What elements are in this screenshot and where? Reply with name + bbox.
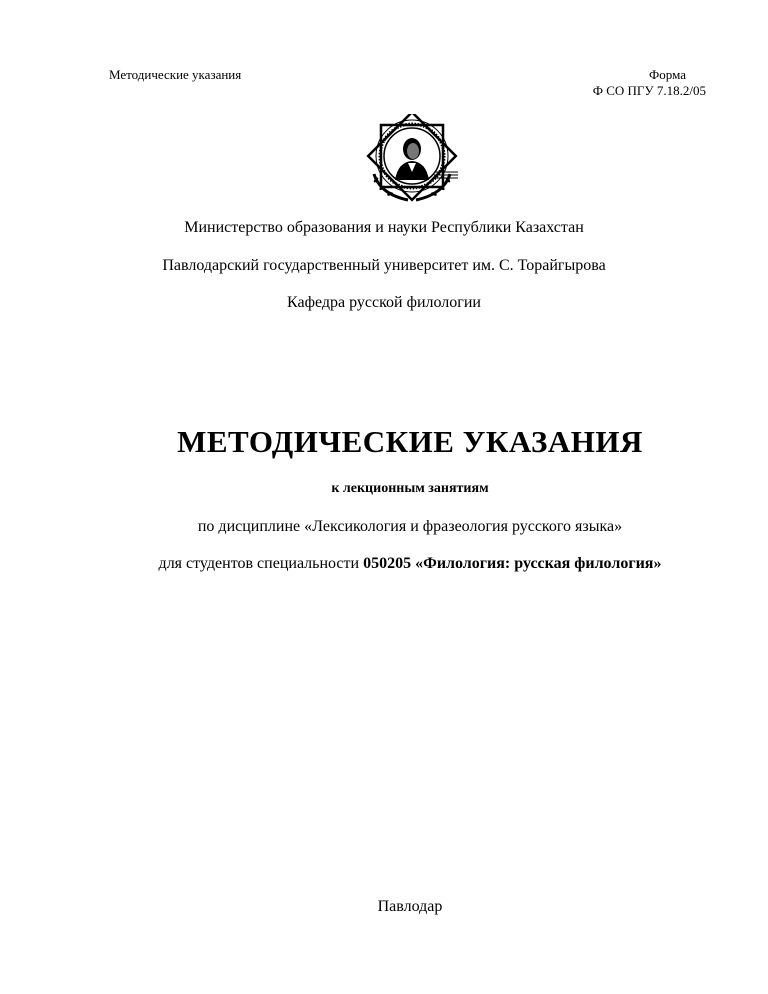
form-code: Ф СО ПГУ 7.18.2/05 [592, 83, 706, 98]
specialty-name: 050205 «Филология: русская филология» [363, 555, 662, 572]
document-subtitle: к лекционным занятиям [331, 481, 489, 496]
university-seal-icon [360, 114, 464, 202]
city-name: Павлодар [377, 898, 443, 915]
university-name: Павлодарский государственный университет им. С. Торайгырова [162, 257, 606, 274]
students-prefix: для студентов специальности [158, 555, 364, 572]
header-document-type: Методические указания [109, 67, 242, 82]
discipline-line: по дисциплине «Лексикология и фразеология русского языка» [197, 518, 623, 535]
document-title: МЕТОДИЧЕСКИЕ УКАЗАНИЯ [177, 424, 643, 459]
students-line [0, 555, 768, 573]
header-form-info [593, 67, 706, 99]
ministry-name: Министерство образования и науки Республики Казахстан [184, 219, 584, 236]
department-name: Кафедра русской филологии [287, 294, 481, 311]
form-label: Форма [649, 67, 686, 82]
